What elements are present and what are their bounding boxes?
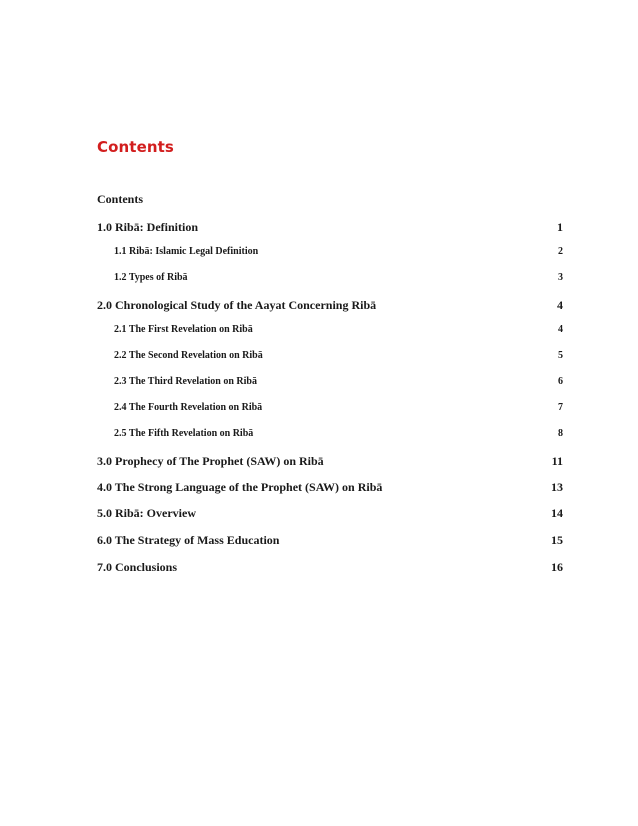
toc-page-number: 8 — [558, 428, 563, 439]
toc-heading: Contents — [97, 192, 144, 206]
toc-entry[interactable] — [97, 428, 563, 439]
toc-page-number: 3 — [558, 272, 563, 283]
toc-entry[interactable] — [97, 454, 563, 469]
toc-entry-label: 3.0 Prophecy of The Prophet (SAW) on Ribā — [97, 454, 324, 468]
toc-page-number: 14 — [551, 506, 563, 520]
toc-page-number: 5 — [558, 350, 563, 361]
toc-page-number: 2 — [558, 246, 563, 257]
toc-page-number: 6 — [558, 376, 563, 387]
toc-entry[interactable] — [97, 376, 563, 387]
toc-page-number: 16 — [551, 560, 563, 574]
toc-entry-label: 4.0 The Strong Language of the Prophet (SAW) on Ribā — [97, 480, 383, 494]
toc-entry-label: 2.5 The Fifth Revelation on Ribā — [114, 428, 254, 439]
toc-entry[interactable] — [97, 298, 563, 313]
toc-entry-label: 2.0 Chronological Study of the Aayat Concerning Ribā — [97, 298, 377, 312]
toc-entry[interactable] — [97, 246, 563, 257]
toc-entry[interactable] — [97, 350, 563, 361]
toc-entry[interactable] — [97, 402, 563, 413]
toc-entry[interactable] — [97, 272, 563, 283]
toc-entry-label: 6.0 The Strategy of Mass Education — [97, 533, 280, 547]
toc-entry-label: 1.0 Ribā: Definition — [97, 220, 199, 234]
toc-entry-label: 5.0 Ribā: Overview — [97, 506, 196, 520]
toc-entry[interactable] — [97, 324, 563, 335]
toc-entry[interactable] — [97, 220, 563, 235]
toc-page-number: 7 — [558, 402, 563, 413]
toc-entry[interactable] — [97, 533, 563, 548]
toc-entry-label: 2.4 The Fourth Revelation on Ribā — [114, 402, 263, 413]
toc-page-number: 4 — [558, 324, 563, 335]
toc-entry[interactable] — [97, 480, 563, 495]
toc-page-number: 11 — [551, 454, 563, 468]
toc-entry-label: 2.1 The First Revelation on Ribā — [114, 324, 253, 335]
toc-page-number: 1 — [557, 220, 563, 234]
toc-entry-label: 7.0 Conclusions — [97, 560, 178, 574]
page-title: Contents — [97, 138, 174, 156]
toc-entry-label: 1.1 Ribā: Islamic Legal Definition — [114, 246, 259, 257]
toc-entry-label: 2.3 The Third Revelation on Ribā — [114, 376, 257, 387]
toc-entry-label: 2.2 The Second Revelation on Ribā — [114, 350, 263, 361]
toc-entry[interactable] — [97, 506, 563, 521]
toc-entry-label: 1.2 Types of Ribā — [114, 272, 188, 283]
toc-page-number: 13 — [551, 480, 563, 494]
toc-page-number: 15 — [551, 533, 563, 547]
toc-page-number: 4 — [557, 298, 563, 312]
toc-entry[interactable] — [97, 560, 563, 575]
